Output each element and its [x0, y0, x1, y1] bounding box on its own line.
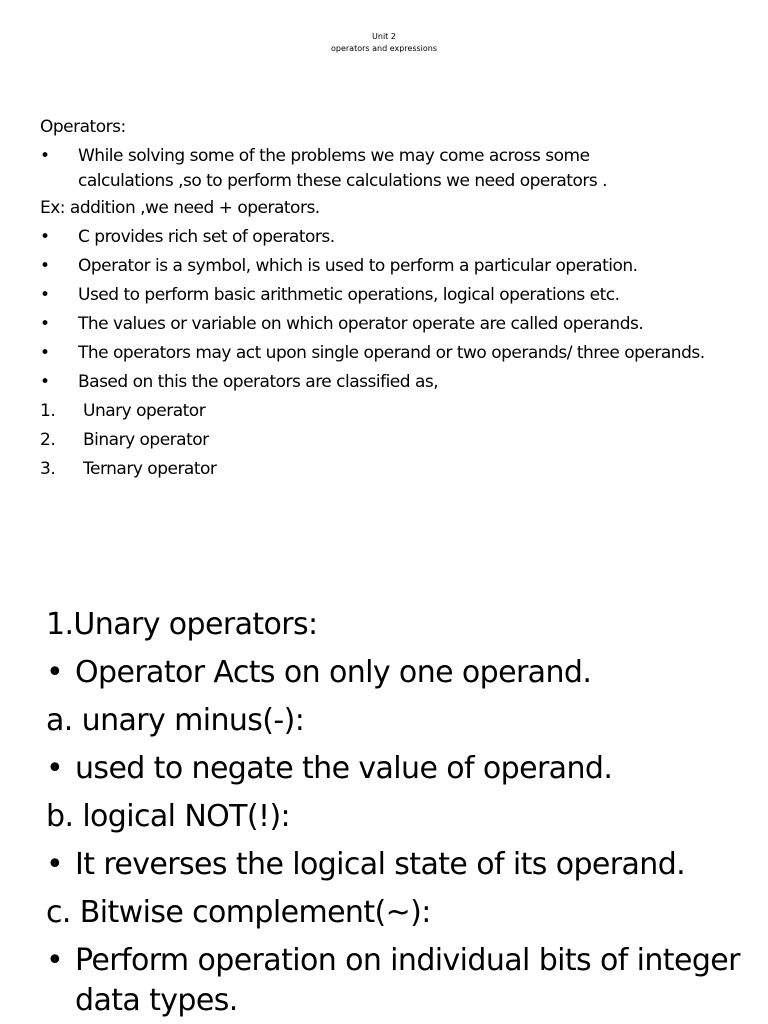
bullet-item [40, 281, 750, 310]
bullet-text: Operator Acts on only one operand. [75, 655, 592, 690]
bullet-text-line: calculations ,so to perform these calculations we need operators . [78, 171, 608, 191]
bullet-icon: • [40, 146, 50, 166]
bullet-text: C provides rich set of operators. [78, 227, 335, 247]
numbered-item [40, 426, 750, 455]
numbered-text: Ternary operator [83, 459, 217, 479]
bullet-item [40, 310, 750, 339]
item-number: 2. [40, 430, 56, 450]
bullet-icon: • [46, 847, 64, 882]
bullet-icon: • [40, 227, 50, 247]
page-header [0, 31, 768, 55]
subheading-unary-minus: a. unary minus(-): [46, 703, 305, 738]
bullet-icon: • [46, 751, 64, 786]
bullet-item [46, 649, 746, 697]
bullet-text: Based on this the operators are classified as, [78, 372, 439, 392]
bullet-text-line: data types. [75, 983, 238, 1018]
bullet-icon: • [46, 655, 64, 690]
bullet-item [46, 841, 746, 889]
bullet-item [40, 339, 750, 368]
unary-operators-section [46, 601, 746, 1021]
subheading-logical-not: b. logical NOT(!): [46, 799, 291, 834]
bullet-text: Used to perform basic arithmetic operations, logical operations etc. [78, 285, 620, 305]
bullet-item [40, 368, 750, 397]
bullet-text: The values or variable on which operator operate are called operands. [78, 314, 644, 334]
bullet-item [40, 223, 750, 252]
section-heading: Operators: [40, 117, 126, 137]
numbered-item [40, 455, 750, 484]
item-number: 1. [40, 401, 56, 421]
subheading-bitwise-complement: c. Bitwise complement(~): [46, 895, 431, 930]
bullet-text-line: While solving some of the problems we may come across some [78, 146, 590, 166]
unit-subtitle: operators and expressions [330, 44, 438, 53]
bullet-icon: • [46, 943, 64, 978]
example-line: Ex: addition ,we need + operators. [40, 198, 320, 218]
bullet-text: used to negate the value of operand. [75, 751, 613, 786]
bullet-item [46, 937, 746, 1021]
item-number: 3. [40, 459, 56, 479]
unit-title: Unit 2 [372, 32, 396, 41]
bullet-icon: • [40, 372, 50, 392]
numbered-item [40, 397, 750, 426]
bullet-icon: • [40, 256, 50, 276]
bullet-icon: • [40, 314, 50, 334]
bullet-text: Operator is a symbol, which is used to perform a particular operation. [78, 256, 638, 276]
bullet-icon: • [40, 285, 50, 305]
bullet-text: The operators may act upon single operand or two operands/ three operands. [78, 343, 705, 363]
numbered-text: Binary operator [83, 430, 209, 450]
operators-intro-section [40, 113, 750, 484]
bullet-icon: • [40, 343, 50, 363]
bullet-item [40, 142, 750, 194]
numbered-text: Unary operator [83, 401, 206, 421]
bullet-text: It reverses the logical state of its operand. [75, 847, 686, 882]
section-heading: 1.Unary operators: [46, 607, 318, 642]
bullet-text-line: Perform operation on individual bits of integer [75, 943, 740, 978]
bullet-item [46, 745, 746, 793]
bullet-item [40, 252, 750, 281]
